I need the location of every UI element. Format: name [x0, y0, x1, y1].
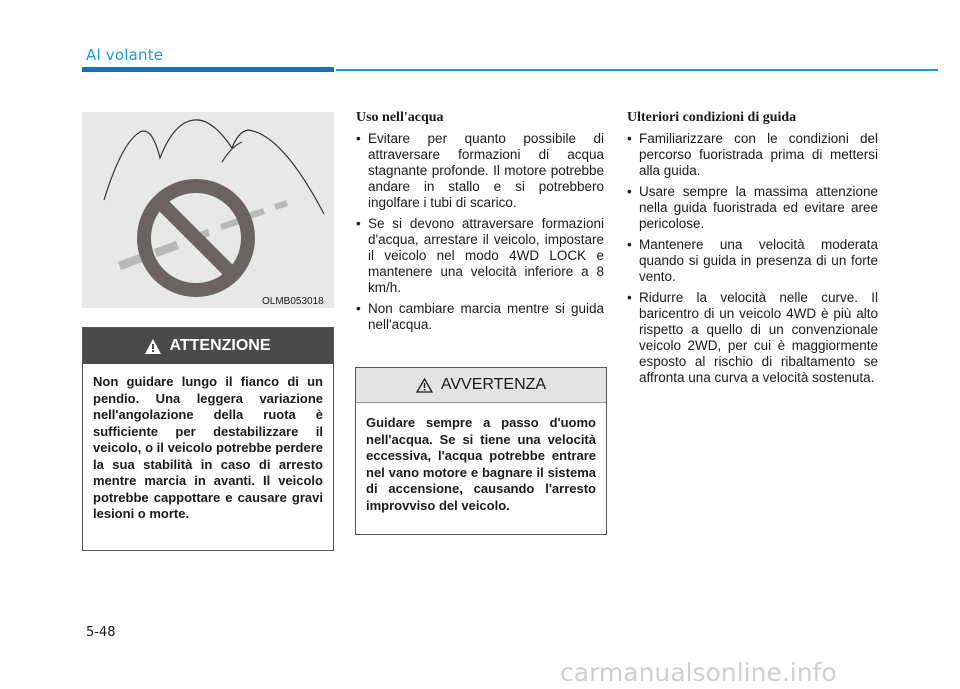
uso-acqua-list [356, 131, 604, 338]
illustration-code: OLMB053018 [262, 296, 324, 307]
list-item: • Ridurre la velocità nelle curve. Il baricentro di un veicolo 4WD è più alto rispetto a quello di un convenzionale veicolo 2WD, per cui è maggiormente esposto al rischio di ribaltamento se affronta una curva a velocità sostenuta. [627, 290, 878, 386]
list-item: • Evitare per quanto possibile di attraversare formazioni di acqua stagnante profonde. Il motore potrebbe andare in stallo e si potrebbero ingolfare i tubi di scarico. [356, 131, 604, 211]
avvertenza-box [355, 367, 607, 535]
watermark: carmanualsonline.info [560, 658, 837, 687]
attenzione-box [82, 327, 334, 551]
ulteriori-heading: Ulteriori condizioni di guida [627, 110, 797, 125]
list-item: • Familiarizzare con le condizioni del percorso fuoristrada prima di mettersi alla guida. [627, 131, 878, 179]
avvertenza-header [356, 368, 606, 403]
page-number: 5-48 [86, 625, 116, 640]
list-item: • Mantenere una velocità moderata quando si guida in presenza di un forte vento. [627, 237, 878, 285]
attenzione-text: Non guidare lungo il fianco di un pendio. Una leggera variazione nell'angolazione della ruota è sufficiente per destabilizzare il veicolo, o il veicolo potrebbe perdere la sua stabilità in caso di arresto mentre marcia in avanti. Il veicolo potrebbe cappottare e causare gravi lesioni o morte. [93, 374, 323, 521]
avvertenza-text: Guidare sempre a passo d'uomo nell'acqua. Se si tiene una velocità eccessiva, l'acqua potrebbe entrare nel vano motore e bagnare il sistema di accensione, causando l'arresto improvviso del veicolo. [366, 415, 596, 513]
hill-illustration [82, 112, 334, 308]
avvertenza-title: AVVERTENZA [440, 376, 547, 393]
attenzione-header [83, 328, 333, 364]
warning-triangle-outline-icon [416, 378, 433, 393]
header-rule-light [336, 69, 938, 71]
list-item: • Usare sempre la massima attenzione nella guida fuoristrada ed evitare aree pericolose. [627, 184, 878, 232]
attenzione-title: ATTENZIONE [169, 337, 271, 354]
uso-acqua-heading: Uso nell'acqua [356, 110, 444, 125]
list-item: • Se si devono attraversare formazioni d'acqua, arrestare il veicolo, impostare il veicolo nel modo 4WD LOCK e mantenere una velocità inferiore a 8 km/h. [356, 216, 604, 296]
ulteriori-list [627, 131, 878, 391]
list-item: • Non cambiare marcia mentre si guida nell'acqua. [356, 301, 604, 333]
no-entry-sign-icon [134, 176, 258, 300]
warning-triangle-icon [145, 339, 161, 354]
section-title: Al volante [86, 46, 164, 64]
header-rule-dark [82, 67, 334, 72]
